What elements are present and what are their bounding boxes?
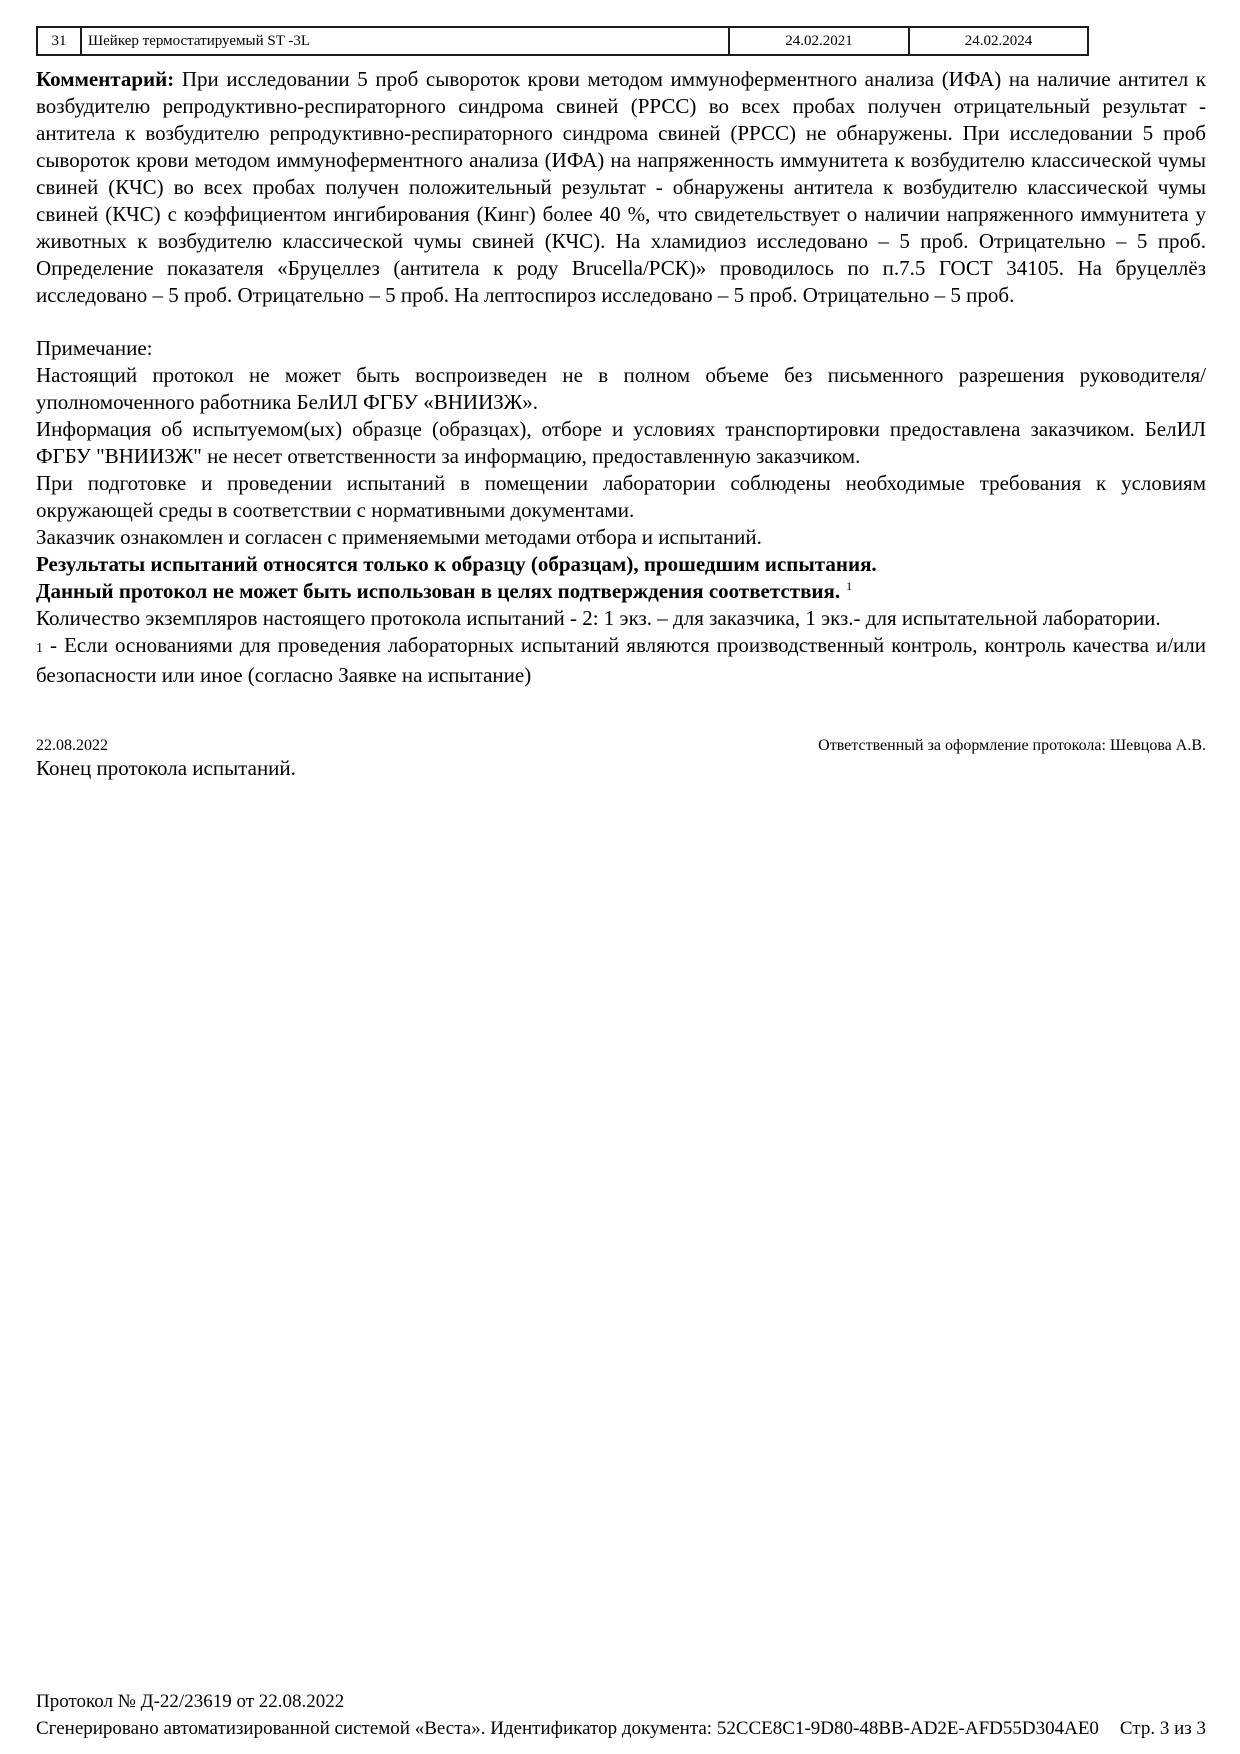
footnote-marker: 1 [36,641,43,656]
valid-until-date-cell: 24.02.2024 [909,27,1088,55]
table-row [37,27,1088,55]
comment-text: При исследовании 5 проб сывороток крови методом иммуноферментного анализа (ИФА) на наличие антител к возбудителю репродуктивно-респираторного синдрома свиней (РРСС) во всех пробах получен отрицательный результат - антитела к возбудителю репродуктивно-респираторного синдрома свиней (РРСС) не обнаружены. При исследовании 5 проб сывороток крови методом иммуноферментного анализа (ИФА) на напряженность иммунитета к возбудителю классической чумы свиней (КЧС) во всех пробах получен положительный результат - обнаружены антитела к возбудителю классической чумы свиней (КЧС) с коэффициентом ингибирования (Кинг) более 40 %, что свидетельствует о наличии напряженного иммунитета у животных к возбудителю классической чумы свиней (КЧС). На хламидиоз исследовано – 5 проб. Отрицательно – 5 проб. Определение показателя «Бруцеллез (антитела к роду Brucella/РСК)» проводилось по п.7.5 ГОСТ 34105. На бруцеллёз исследовано – 5 проб. Отрицательно – 5 проб. На лептоспироз исследовано – 5 проб. Отрицательно – 5 проб. [36,67,1206,307]
equipment-row-number: 31 [37,27,81,55]
note-paragraph-sample-info: Информация об испытуемом(ых) образце (образцах), отборе и условиях транспортировки предоставлена заказчиком. БелИЛ ФГБУ "ВНИИЗЖ" не несет ответственности за информацию, предоставленную заказчиком. [36,417,1206,468]
notes-heading: Примечание: [36,336,153,360]
footnote-paragraph [36,632,1206,689]
responsible-person: Ответственный за оформление протокола: Шевцова А.В. [818,737,1206,754]
note-paragraph-lab-conditions: При подготовке и проведении испытаний в помещении лаборатории соблюдены необходимые требования к условиям окружающей среды в соответствии с нормативными документами. [36,471,1206,522]
comment-label: Комментарий: [36,67,175,91]
copies-count-line: Количество экземпляров настоящего протокола испытаний - 2: 1 экз. – для заказчика, 1 экз.- для испытательной лаборатории. [36,606,1161,630]
equipment-name-cell: Шейкер термостатируемый ST -3L [81,27,729,55]
results-scope-statement: Результаты испытаний относятся только к образцу (образцам), прошедшим испытания. [36,552,877,576]
conformity-statement [36,578,1206,605]
footer-page-indicator: Стр. 3 из 3 [1119,1718,1206,1739]
note-paragraph-customer-agree: Заказчик ознакомлен и согласен с применяемыми методами отбора и испытаний. [36,525,762,549]
equipment-table [36,26,1089,56]
end-of-protocol-line: Конец протокола испытаний. [36,756,296,780]
comment-paragraph [36,66,1206,309]
footer-protocol-number: Протокол № Д-22/23619 от 22.08.2022 [36,1691,345,1712]
signoff-date: 22.08.2022 [36,737,108,754]
page-footer [36,1688,1206,1742]
footer-generated-by: Сгенерировано автоматизированной системой «Веста». Идентификатор документа: 52CCE8C1-9D80-48BB-AD2E-AFD55D304AE0 [36,1718,1099,1739]
footnote-text: - Если основаниями для проведения лабораторных испытаний являются производственный контроль, контроль качества и/или безопасности или иное (согласно Заявке на испытание) [36,633,1207,687]
note-paragraph-reproduction: Настоящий протокол не может быть воспроизведен не в полном объеме без письменного разрешения руководителя/уполномоченного работника БелИЛ ФГБУ «ВНИИЗЖ». [36,363,1206,414]
conformity-statement-text: Данный протокол не может быть использован в целях подтверждения соответствия. [36,579,841,603]
signoff-row [36,737,1206,755]
footnote-reference-mark: 1 [846,579,853,593]
verification-date-cell: 24.02.2021 [729,27,909,55]
footer-generated-row [36,1715,1206,1742]
